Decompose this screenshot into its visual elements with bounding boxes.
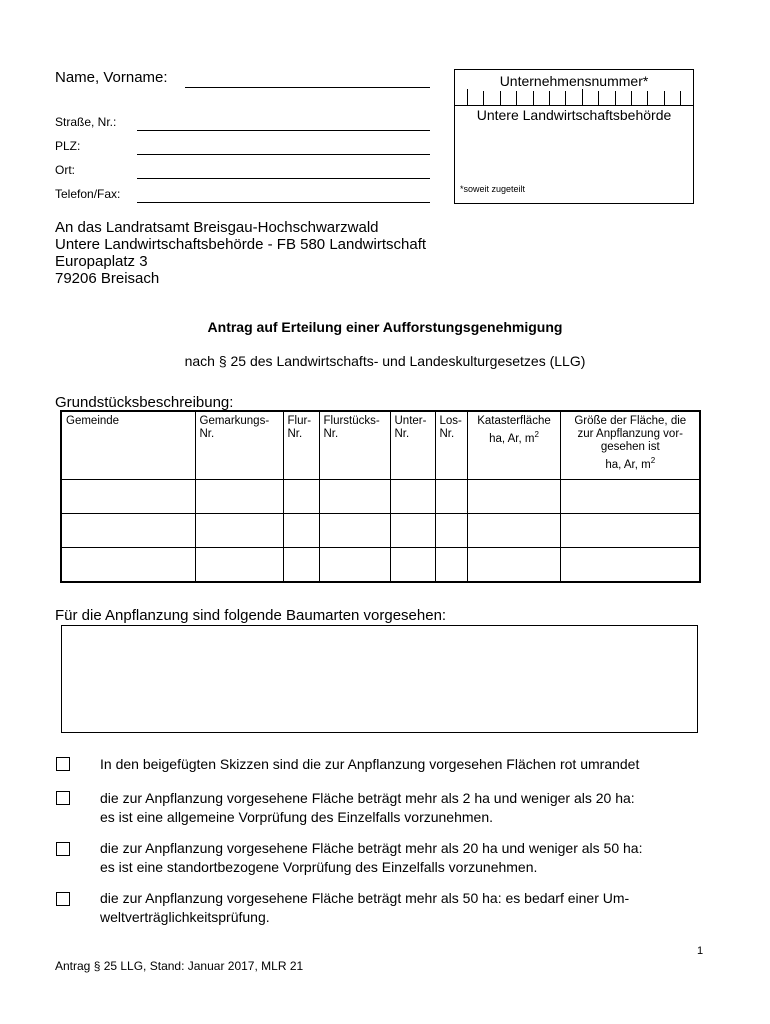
form-subtitle: nach § 25 des Landwirtschafts- und Landeskulturgesetzes (LLG) <box>184 353 586 369</box>
option-over-50ha-text <box>100 889 629 927</box>
option-line: die zur Anpflanzung vorgesehene Fläche beträgt mehr als 2 ha und weniger als 20 ha: <box>100 790 635 806</box>
table-cell[interactable] <box>195 514 283 548</box>
ort-label: Ort: <box>55 163 75 177</box>
table-cell[interactable] <box>61 548 195 583</box>
option-2-20ha-text <box>100 789 635 827</box>
col-header-gemarkung: Gemarkungs- Nr. <box>195 411 283 480</box>
plz-label: PLZ: <box>55 139 81 153</box>
company-number-box <box>454 69 694 204</box>
address-line: Untere Landwirtschaftsbehörde - FB 580 Landwirtschaft <box>55 236 427 253</box>
company-number-title: Unternehmensnummer* <box>499 73 649 89</box>
street-label: Straße, Nr.: <box>55 115 117 129</box>
street-field[interactable] <box>137 116 430 131</box>
phone-field[interactable] <box>137 188 430 203</box>
table-cell[interactable] <box>467 514 560 548</box>
form-title: Antrag auf Erteilung einer Aufforstungsgenehmigung <box>207 319 563 335</box>
col-header-groesse: Größe der Fläche, die zur Anpflanzung vor- gesehen ist ha, Ar, $m^2$ <box>560 411 700 480</box>
tree-species-label: Für die Anpflanzung sind folgende Baumarten vorgesehen: <box>55 607 447 624</box>
ort-field[interactable] <box>137 164 430 179</box>
page-number: 1 <box>697 945 704 957</box>
digit-cell[interactable] <box>598 91 614 105</box>
digit-cell[interactable] <box>500 91 516 105</box>
table-cell[interactable] <box>560 514 700 548</box>
address-line: Europaplatz 3 <box>55 253 148 270</box>
table-row <box>61 480 700 514</box>
company-number-digit-row[interactable] <box>467 89 681 105</box>
option-2-20ha-checkbox[interactable] <box>56 791 70 805</box>
form-reference: Antrag § 25 LLG, Stand: Januar 2017, MLR 21 <box>55 959 304 973</box>
table-cell[interactable] <box>467 480 560 514</box>
option-line: die zur Anpflanzung vorgesehene Fläche beträgt mehr als 20 ha und weniger als 50 ha: <box>100 840 643 856</box>
parcel-section-label: Grundstücksbeschreibung: <box>55 394 234 411</box>
digit-cell[interactable] <box>483 91 499 105</box>
table-cell[interactable] <box>319 480 390 514</box>
address-line: An das Landratsamt Breisgau-Hochschwarzwald <box>55 219 379 236</box>
option-over-50ha-checkbox[interactable] <box>56 892 70 906</box>
digit-baseline <box>455 105 693 106</box>
name-label: Name, Vorname: <box>55 69 168 86</box>
col-header-unter: Unter- Nr. <box>390 411 435 480</box>
digit-cell[interactable] <box>664 91 681 105</box>
table-cell[interactable] <box>319 548 390 583</box>
table-cell[interactable] <box>390 480 435 514</box>
name-field[interactable] <box>185 73 430 88</box>
table-row <box>61 514 700 548</box>
authority-label: Untere Landwirtschaftsbehörde <box>476 107 672 123</box>
digit-cell[interactable] <box>565 91 581 105</box>
digit-cell[interactable] <box>647 91 663 105</box>
option-line: es ist eine standortbezogene Vorprüfung des Einzelfalls vorzunehmen. <box>100 859 538 875</box>
col-header-los: Los- Nr. <box>435 411 467 480</box>
table-cell[interactable] <box>283 514 319 548</box>
table-cell[interactable] <box>283 480 319 514</box>
digit-cell[interactable] <box>582 89 598 105</box>
option-sketch-checkbox[interactable] <box>56 757 70 771</box>
option-line: es ist eine allgemeine Vorprüfung des Einzelfalls vorzunehmen. <box>100 809 494 825</box>
table-cell[interactable] <box>195 480 283 514</box>
table-cell[interactable] <box>560 548 700 583</box>
col-header-flur: Flur- Nr. <box>283 411 319 480</box>
table-cell[interactable] <box>283 548 319 583</box>
option-sketch-text: In den beigefügten Skizzen sind die zur Anpflanzung vorgesehen Flächen rot umrandet <box>100 756 640 772</box>
option-line: weltverträglichkeitsprüfung. <box>100 909 270 925</box>
digit-cell[interactable] <box>516 91 532 105</box>
table-row <box>61 548 700 583</box>
plz-field[interactable] <box>137 140 430 155</box>
digit-cell[interactable] <box>631 91 647 105</box>
option-20-50ha-checkbox[interactable] <box>56 842 70 856</box>
address-line: 79206 Breisach <box>55 270 160 287</box>
table-cell[interactable] <box>390 514 435 548</box>
digit-cell[interactable] <box>549 91 565 105</box>
company-number-footnote: *soweit zugeteilt <box>460 184 526 194</box>
option-line: die zur Anpflanzung vorgesehene Fläche beträgt mehr als 50 ha: es bedarf einer Um- <box>100 890 630 906</box>
table-header-row <box>61 411 700 480</box>
col-header-kataster: Katasterfläche ha, Ar, $m^2$ <box>467 411 560 480</box>
parcel-table <box>60 410 701 583</box>
digit-cell[interactable] <box>615 91 631 105</box>
table-cell[interactable] <box>61 480 195 514</box>
table-cell[interactable] <box>195 548 283 583</box>
phone-label: Telefon/Fax: <box>55 187 121 201</box>
table-cell[interactable] <box>435 480 467 514</box>
table-cell[interactable] <box>435 548 467 583</box>
table-cell[interactable] <box>560 480 700 514</box>
col-header-flurstueck: Flurstücks- Nr. <box>319 411 390 480</box>
option-20-50ha-text <box>100 839 642 877</box>
table-cell[interactable] <box>390 548 435 583</box>
table-cell[interactable] <box>467 548 560 583</box>
table-cell[interactable] <box>319 514 390 548</box>
digit-cell[interactable] <box>533 91 549 105</box>
tree-species-textarea[interactable] <box>61 625 698 733</box>
col-header-gemeinde: Gemeinde <box>61 411 195 480</box>
recipient-address <box>55 219 426 287</box>
table-cell[interactable] <box>61 514 195 548</box>
table-cell[interactable] <box>435 514 467 548</box>
digit-cell[interactable] <box>467 89 483 105</box>
